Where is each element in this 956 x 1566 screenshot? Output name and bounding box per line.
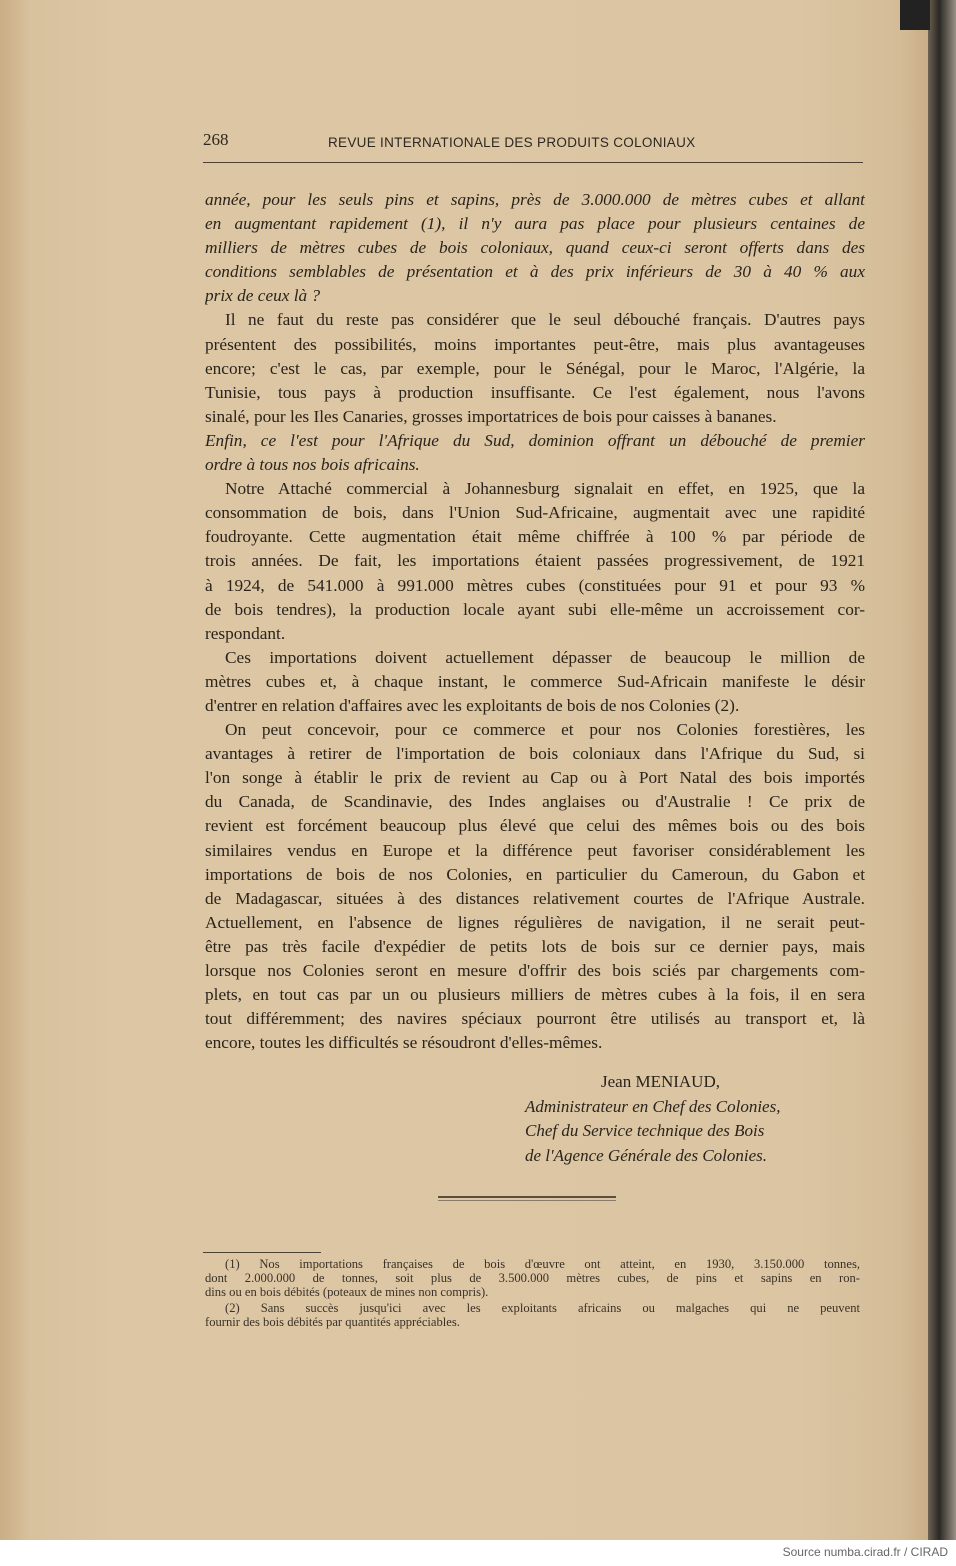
signature-block [525,1070,780,1168]
text-line: de bois tendres), la production locale ayant subi elle-même un accroissement cor- [205,599,865,619]
footnotes [205,1258,860,1333]
author-title: Chef du Service technique des Bois [525,1121,765,1140]
paragraph [205,646,865,718]
text-line: revient est forcément beaucoup plus élevé que celui des mêmes bois ou des bois [205,816,865,836]
text-line: Ces importations doivent actuellement dépasser de beaucoup le million de [225,647,865,667]
paragraph [205,477,865,646]
paragraph [205,188,865,308]
text-line: encore, toutes les difficultés se résoudront d'elles-mêmes. [205,1033,603,1053]
text-line: de Madagascar, situées à des distances relativement courtes de l'Afrique Australe. [205,888,865,908]
footnote [205,1258,860,1299]
text-line: mètres cubes et, à chaque instant, le commerce Sud-Africain manifeste le désir [205,671,865,691]
text-line: Actuellement, en l'absence de lignes régulières de navigation, il ne serait peut- [205,912,865,932]
footnote-line: dont 2.000.000 de tonnes, soit plus de 3.500.000 mètres cubes, de pins et sapins en ron- [205,1271,860,1285]
author-name: Jean MENIAUD, [601,1072,720,1091]
paragraph [205,308,865,428]
text-line: être pas très facile d'expédier de petits lots de bois sur ce dernier pays, mais [205,936,865,956]
paragraph [205,429,865,477]
text-line: l'on songe à établir le prix de revient au Cap ou à Port Natal des bois importés [205,768,865,788]
text-line: du Canada, de Scandinavie, des Indes anglaises ou d'Australie ! Ce prix de [205,792,865,812]
page-edge [928,0,956,1540]
footnote-line: (2) Sans succès jusqu'ici avec les exploitants africains ou malgaches qui ne peuvent [225,1302,860,1316]
text-line: Notre Attaché commercial à Johannesburg signalait en effet, en 1925, que la [225,479,865,499]
author-title: Administrateur en Chef des Colonies, [525,1096,781,1116]
text-line: foudroyante. Cette augmentation était même chiffrée à 100 % par période de [205,527,865,547]
text-line: On peut concevoir, pour ce commerce et pour nos Colonies forestières, les [225,720,865,740]
text-line: avantages à retirer de l'importation de bois coloniaux dans l'Afrique du Sud, si [205,744,865,764]
text-line: milliers de mètres cubes de bois coloniaux, quand ceux-ci seront offerts dans des [205,238,865,258]
page-number: 268 [203,130,229,149]
text-line: trois années. De fait, les importations étaient passées progressivement, de 1921 [205,551,865,571]
text-line: année, pour les seuls pins et sapins, près de 3.000.000 de mètres cubes et allant [205,190,865,209]
text-line: Enfin, ce l'est pour l'Afrique du Sud, dominion offrant un débouché de premier [205,430,865,450]
text-line: plets, en tout cas par un ou plusieurs milliers de mètres cubes à la fois, il en sera [205,985,865,1005]
text-line: sinalé, pour les Iles Canaries, grosses importatrices de bois pour caisses à bananes. [205,406,777,426]
end-ornament-rule [438,1196,616,1201]
footnote-line: (1) Nos importations françaises de bois d'œuvre ont atteint, en 1930, 3.150.000 tonnes, [225,1258,860,1271]
source-credit: Source numba.cirad.fr / CIRAD [782,1545,948,1559]
text-line: consommation de bois, dans l'Union Sud-Africaine, augmentait avec une rapidité [205,503,865,523]
paragraph [205,718,865,1055]
text-line: Il ne faut du reste pas considérer que le seul débouché français. D'autres pays [225,310,865,330]
text-line: présentent des possibilités, moins importantes peut-être, mais plus avantageuses [205,334,865,354]
author-title: de l'Agence Générale des Colonies. [525,1145,768,1165]
text-line: encore; c'est le cas, par exemple, pour le Sénégal, pour le Maroc, l'Algérie, la [205,358,865,378]
footnote-rule [203,1252,321,1253]
footnote-line: dins ou en bois débités (poteaux de mines non compris). [205,1285,489,1299]
footnote [205,1302,860,1330]
running-header [203,130,863,163]
text-line: tout différemment; des navires spéciaux pourront être utilisés au transport et, là [205,1009,865,1029]
text-line: en augmentant rapidement (1), il n'y aura pas place pour plusieurs centaines de [205,214,865,234]
text-line: Tunisie, tous pays à production insuffisante. Ce l'est également, nous l'avons [205,382,865,402]
text-line: à 1924, de 541.000 à 991.000 mètres cubes (constituées pour 91 et pour 93 % [205,575,865,595]
running-title: REVUE INTERNATIONALE DES PRODUITS COLONIAUX [328,135,696,150]
text-line: conditions semblables de présentation et à des prix inférieurs de 30 à 40 % aux [205,262,865,282]
text-line: importations de bois de nos Colonies, en particulier du Cameroun, du Gabon et [205,864,865,884]
article-body [205,188,865,1055]
page-corner [900,0,930,30]
text-line: similaires vendus en Europe et la différence peut favoriser considérablement les [205,840,865,860]
footnote-line: fournir des bois débités par quantités appréciables. [205,1316,460,1330]
text-line: prix de ceux là ? [205,286,321,306]
text-line: d'entrer en relation d'affaires avec les exploitants de bois de nos Colonies (2). [205,695,740,715]
text-line: respondant. [205,623,286,643]
text-line: ordre à tous nos bois africains. [205,455,420,475]
text-line: lorsque nos Colonies seront en mesure d'offrir des bois sciés par chargements com- [205,961,865,980]
